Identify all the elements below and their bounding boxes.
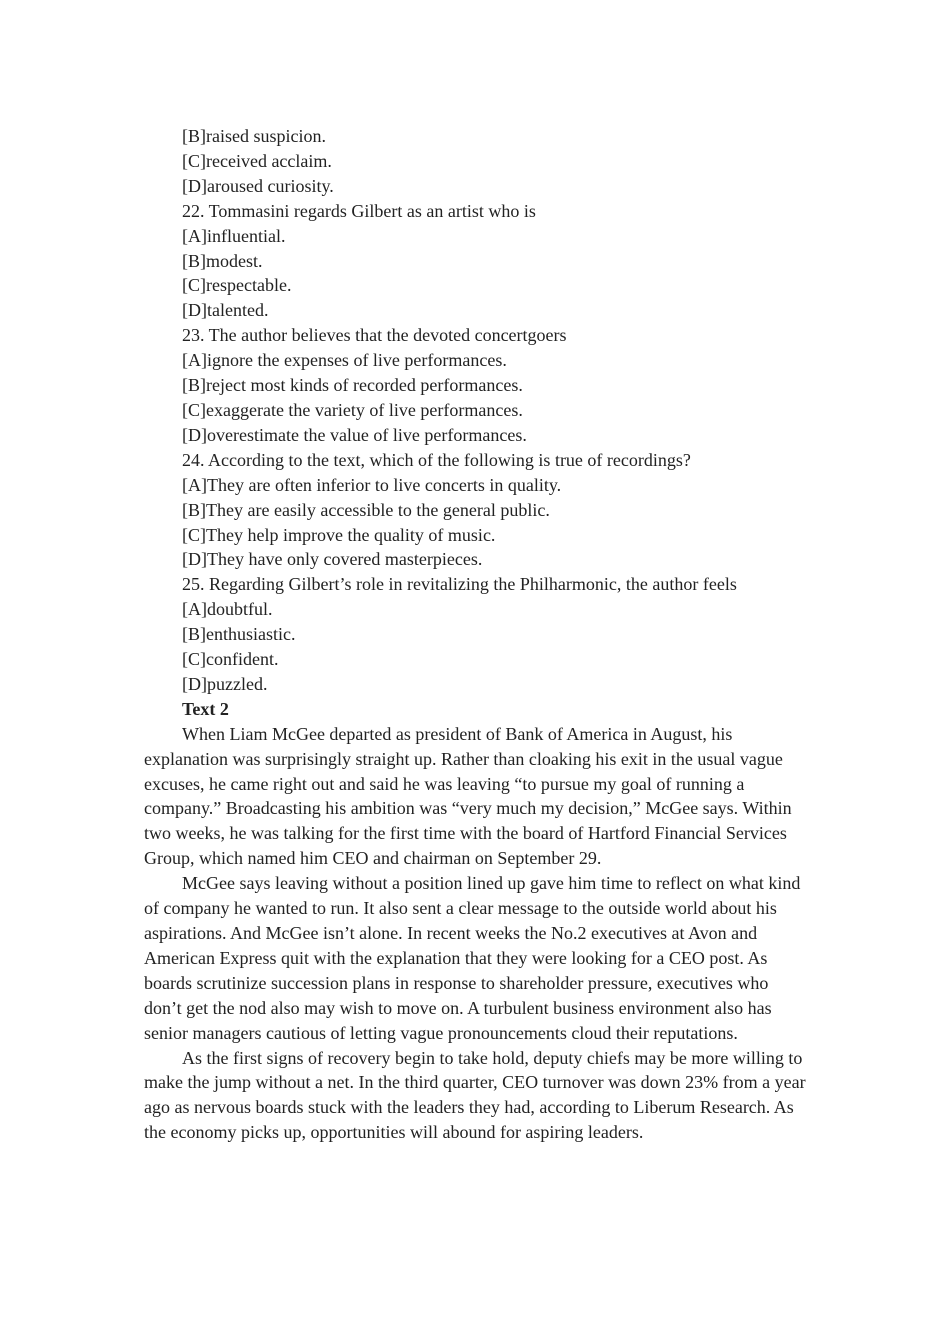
text2-paragraph-2: McGee says leaving without a position lined up gave him time to reflect on what kind of company he wanted to run. It also sent a clear message to the outside world about his aspirations. And McGee isn’t alone. In recent weeks the No.2 executives at Avon and American Express quit with the explanation that they were looking for a CEO post. As boards scrutinize succession plans in response to shareholder pressure, executives who don’t get the nod also may wish to move on. A turbulent business environment also has senior managers cautious of letting vague pronouncements cloud their reputations. (144, 873, 801, 1043)
q25-option-b: [B]enthusiastic. (182, 624, 296, 645)
q21-option-b: [B]raised suspicion. (182, 126, 326, 146)
q25-option-c: [C]confident. (182, 649, 279, 670)
q22-stem: 22. Tommasini regards Gilbert as an artist who is (182, 200, 536, 221)
text2-paragraph-1: When Liam McGee departed as president of Bank of America in August, his explanation was surprisingly straight up. Rather than cloaking his exit in the usual vague excuses, he came right out and said he was leaving “to pursue my goal of running a company.” Broadcasting his ambition was “very much my decision,” McGee says. Within two weeks, he was talking for the first time with the board of Hartford Financial Services Group, which named him CEO and chairman on September 29. (144, 723, 792, 869)
text2-heading: Text 2 (182, 698, 229, 719)
q22-option-a: [A]influential. (182, 225, 286, 246)
q23-option-d: [D]overestimate the value of live performances. (182, 424, 527, 445)
q22-option-b: [B]modest. (182, 250, 263, 271)
q25-stem: 25. Regarding Gilbert’s role in revitalizing the Philharmonic, the author feels (182, 574, 737, 595)
q24-stem: 24. According to the text, which of the following is true of recordings? (182, 449, 691, 470)
text2-paragraph-3: As the first signs of recovery begin to take hold, deputy chiefs may be more willing to make the jump without a net. In the third quarter, CEO turnover was down 23% from a year ago as nervous boards stuck with the leaders they had, according to Liberum Research. As the economy picks up, opportunities will abound for aspiring leaders. (144, 1047, 806, 1143)
document-body (144, 124, 806, 1145)
q23-option-c: [C]exaggerate the variety of live performances. (182, 399, 523, 420)
q23-option-a: [A]ignore the expenses of live performances. (182, 350, 507, 371)
q24-option-a: [A]They are often inferior to live concerts in quality. (182, 474, 562, 495)
q25-option-d: [D]puzzled. (182, 673, 268, 694)
q21-option-c: [C]received acclaim. (182, 150, 332, 171)
q23-stem: 23. The author believes that the devoted concertgoers (182, 325, 567, 346)
q21-option-d: [D]aroused curiosity. (182, 175, 334, 196)
q25-option-a: [A]doubtful. (182, 599, 273, 620)
q22-option-c: [C]respectable. (182, 275, 292, 296)
q24-option-b: [B]They are easily accessible to the general public. (182, 499, 550, 520)
q22-option-d: [D]talented. (182, 300, 269, 321)
q24-option-d: [D]They have only covered masterpieces. (182, 549, 483, 570)
q23-option-b: [B]reject most kinds of recorded performances. (182, 375, 523, 396)
q24-option-c: [C]They help improve the quality of music. (182, 524, 496, 545)
